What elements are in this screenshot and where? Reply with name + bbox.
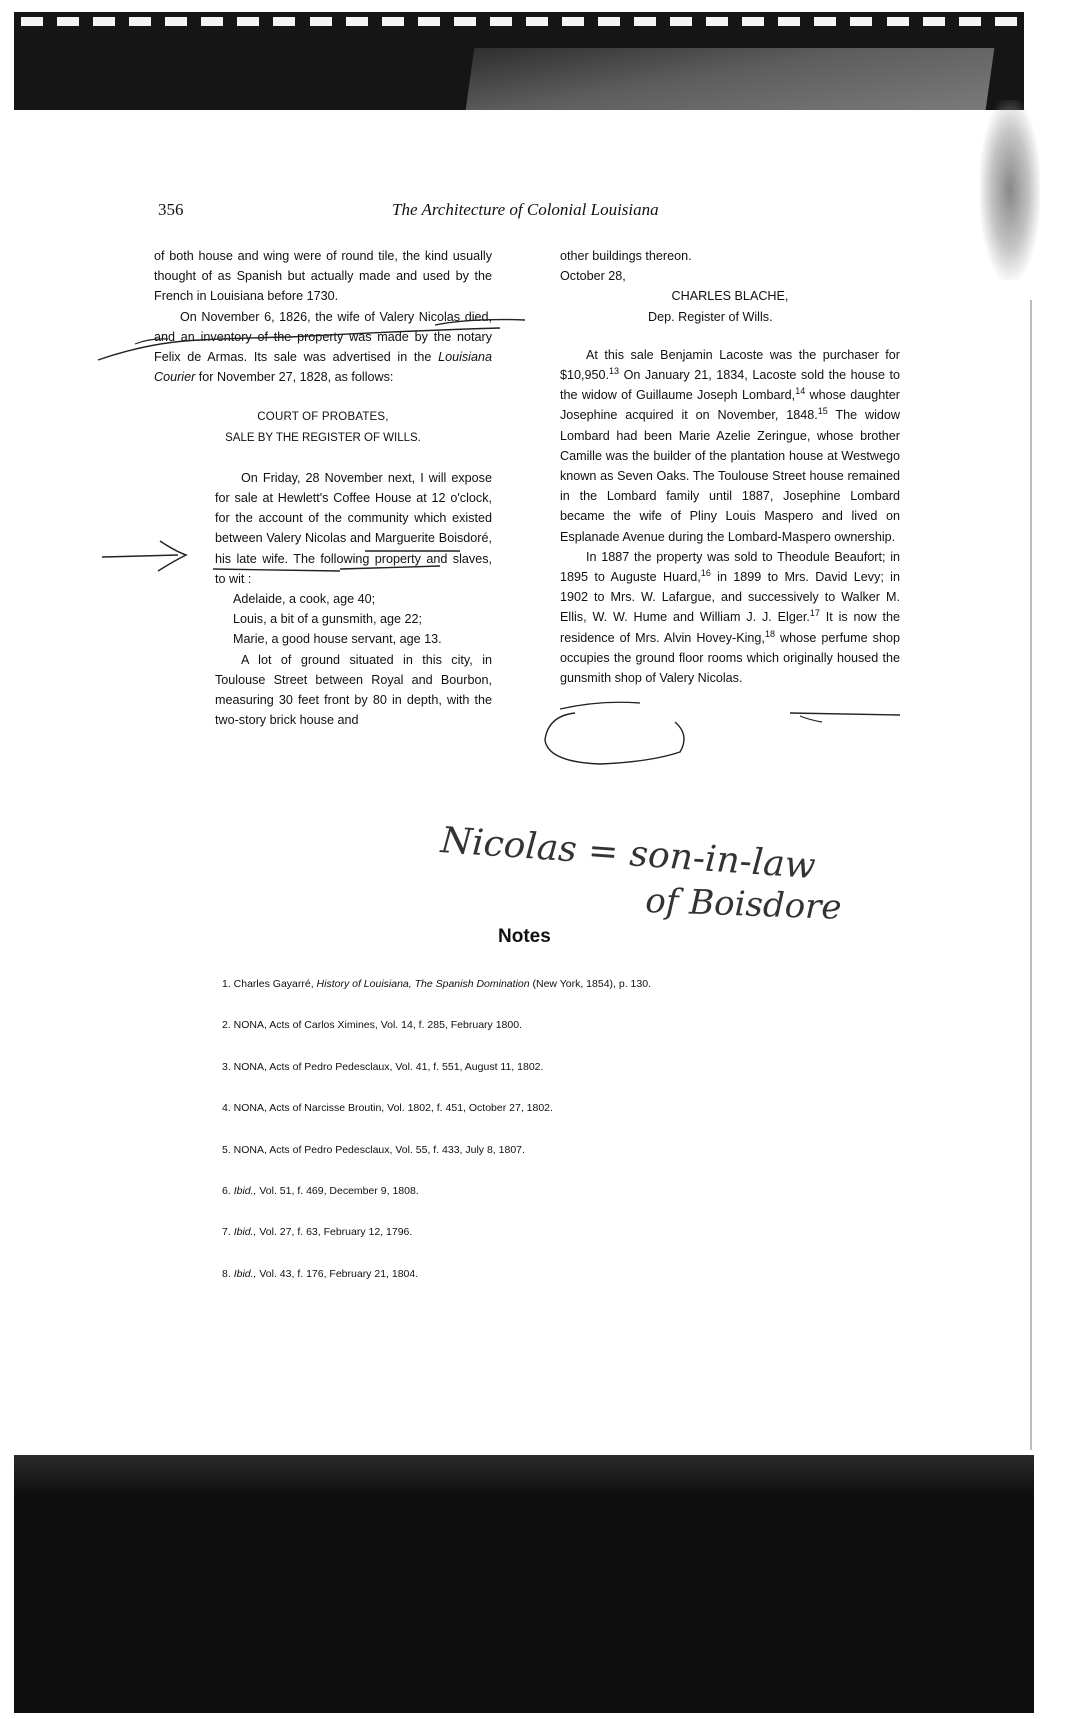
notes-list xyxy=(222,978,651,1309)
paragraph: In 1887 the property was sold to Theodule Beaufort; in 1895 to Auguste Huard,$^{16}$ in 1899 to Mrs. David Levy; in 1902 to Mrs. W. Lafargue, and successively to Walker M. Ellis, W. W. Hume and William J. J. Elger.$^{17}$ It is now the residence of Mrs. Alvin Hovey-King,$^{18}$ whose perfume shop occupies the ground floor rooms which originally housed the gunsmith shop of Valery Nicolas. xyxy=(560,549,901,686)
court-heading: COURT OF PROBATES, xyxy=(257,411,389,424)
notice-continuation: other buildings thereon. xyxy=(560,249,692,263)
note-item: 4. NONA, Acts of Narcisse Broutin, Vol. 1802, f. 451, October 27, 1802. xyxy=(222,1102,553,1115)
binder-holes xyxy=(14,14,1024,28)
court-subheading: SALE BY THE REGISTER OF WILLS. xyxy=(225,431,421,444)
signature-title: Dep. Register of Wills. xyxy=(648,309,773,324)
note-item: 1. Charles Gayarré, History of Louisiana, The Spanish Domination (New York, 1854), p. 130. xyxy=(222,978,651,990)
note-item: 7. Ibid., Vol. 27, f. 63, February 12, 1796. xyxy=(222,1226,413,1239)
footnote-ref: 16 xyxy=(700,567,711,578)
list-item: Marie, a good house servant, age 13. xyxy=(233,632,442,647)
note-item: 8. Ibid., Vol. 43, f. 176, February 21, 1804. xyxy=(222,1267,419,1280)
page-number: 356 xyxy=(158,200,184,219)
footnote-ref: 15 xyxy=(817,406,828,417)
running-title: The Architecture of Colonial Louisiana xyxy=(392,200,659,219)
scan-edge-line xyxy=(1030,300,1032,1450)
note-item: 2. NONA, Acts of Carlos Ximines, Vol. 14, f. 285, February 1800. xyxy=(222,1019,522,1032)
paragraph: On November 6, 1826, the wife of Valery Nicolas died, and an inventory of the property was made by the notary Felix de Armas. Its sale was advertised in the Louisiana Courier for November 27, 1828, as follows: xyxy=(154,309,492,385)
footnote-ref: 18 xyxy=(764,628,775,639)
right-column xyxy=(560,246,900,688)
footnote-ref: 14 xyxy=(795,386,806,397)
list-item: Louis, a bit of a gunsmith, age 22; xyxy=(233,612,423,627)
signature-name: CHARLES BLACHE, xyxy=(671,289,789,304)
list-item: Adelaide, a cook, age 40; xyxy=(233,592,376,607)
sale-notice xyxy=(215,468,492,731)
note-item: 6. Ibid., Vol. 51, f. 469, December 9, 1808. xyxy=(222,1184,419,1197)
scan-right-shadow xyxy=(980,100,1040,280)
note-item: 3. NONA, Acts of Pedro Pedesclaux, Vol. 41, f. 551, August 11, 1802. xyxy=(222,1060,544,1073)
notice-paragraph: On Friday, 28 November next, I will expose for sale at Hewlett's Coffee House at 12 o'clock, for the account of the community which existed between Valery Nicolas and Marguerite Boisdoré, his late wife. The following property and slaves, to wit : xyxy=(215,470,492,586)
paragraph: At this sale Benjamin Lacoste was the purchaser for $10,950.13 On January 21, 1834, Lacoste sold the house to the widow of Guillaume Joseph Lombard,$^{14}$ whose daughter Josephine acquired it on November, 1848.15 The widow Lombard had been Marie Azelie Zeringue, whose brother Camille was the builder of the plantation house at Westwego known as Seven Oaks. The Toulouse Street house remained in the Lombard family until 1887, Josephine Lombard became the wife of Pliny Louis Maspero and lived on Esplanade Avenue during the Lombard-Maspero ownership. xyxy=(560,347,901,544)
notice-paragraph: A lot of ground situated in this city, in Toulouse Street between Royal and Bourbon, measuring 30 feet front by 80 in depth, with the two-story brick house and xyxy=(215,652,492,728)
footnote-ref: 13 xyxy=(609,365,620,376)
scan-glare xyxy=(466,48,995,110)
notice-date: October 28, xyxy=(560,269,626,284)
handwritten-text: Nicolas = son-in-law xyxy=(439,820,817,888)
left-column xyxy=(154,246,492,730)
newspaper-title: Louisiana Courier xyxy=(154,350,492,385)
hand-drawn-arrow-icon xyxy=(100,535,190,575)
notes-heading: Notes xyxy=(498,926,551,947)
paragraph: of both house and wing were of round tile, the kind usually thought of as Spanish but actually made and used by the French in Louisiana before 1730. xyxy=(154,249,492,304)
handwritten-text: of Boisdore xyxy=(644,881,843,928)
scan-bottom-gradient xyxy=(14,1455,1034,1495)
footnote-ref: 17 xyxy=(809,608,820,619)
note-item: 5. NONA, Acts of Pedro Pedesclaux, Vol. 55, f. 433, July 8, 1807. xyxy=(222,1143,525,1156)
